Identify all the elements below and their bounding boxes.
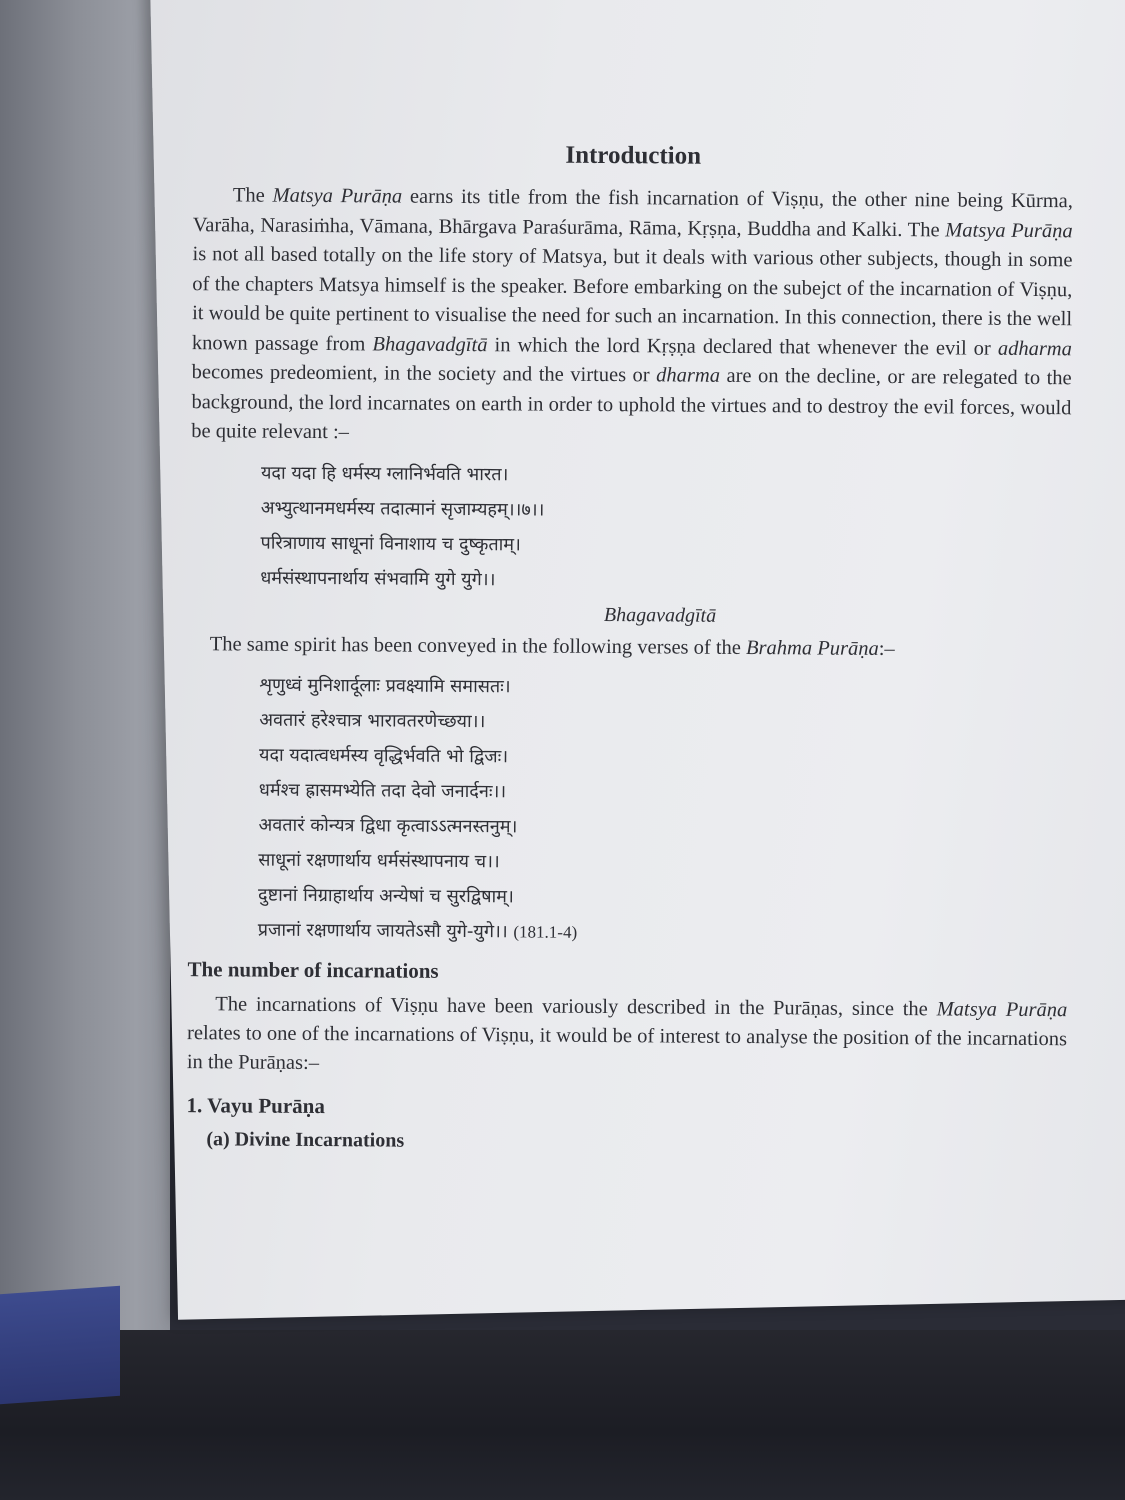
sub-heading: 1. Vayu Purāṇa <box>186 1093 325 1119</box>
text-run: are on the decline, or are relegated to the background, the lord incarnates on earth in order to uphold the virtues and to destroy the evil forces, would be quite relevant :– <box>191 364 1072 444</box>
intro-paragraph <box>191 181 1073 453</box>
incarnations-paragraph <box>187 990 1068 1083</box>
text-run: The same spirit has been conveyed in the following verses of the <box>209 632 747 659</box>
verse-reference: (181.1-4) <box>513 922 578 942</box>
book-cover-edge <box>0 1286 120 1404</box>
verse-gita <box>190 455 1071 601</box>
verse-line: अवतारं कोन्यत्र द्विधा कृत्वाऽऽत्मनस्तनुम्। <box>258 814 518 838</box>
verse-line: अभ्युत्थानमधर्मस्य तदात्मानं सृजाम्यहम्।।७।। <box>260 497 545 521</box>
verse-line: यदा यदात्वधर्मस्य वृद्धिर्भवति भो द्विजः। <box>258 744 509 768</box>
book-page <box>150 0 1125 1320</box>
verse-line: धर्मसंस्थापनार्थाय संभवामि युगे युगे।। <box>260 567 496 590</box>
text-run: The incarnations of Viṣṇu have been variously described in the Purāṇas, since the <box>215 993 937 1021</box>
text-run: The <box>232 184 273 207</box>
verse-line: शृणुध्वं मुनिशार्दूलाः प्रवक्ष्यामि समासतः। <box>259 674 511 698</box>
sub-sub-heading: (a) Divine Incarnations <box>206 1128 405 1152</box>
verse-source: Bhagavadgītā <box>603 603 717 627</box>
text-run: relates to one of the incarnations of Viṣṇu, it would be of interest to analyse the position of the incarnations in the Purāṇas:– <box>186 1022 1068 1075</box>
page-title: Introduction <box>565 141 702 170</box>
italic-text-run: Matsya Purāṇa <box>945 218 1073 242</box>
background-left <box>0 0 170 1500</box>
page-content <box>186 139 1073 1157</box>
text-run: :– <box>878 637 895 660</box>
verse-line: धर्मश्च ह्रासमभ्येति तदा देवो जनार्दनः।। <box>258 779 507 803</box>
verse-line: यदा यदा हि धर्मस्य ग्लानिर्भवति भारत। <box>260 462 509 485</box>
italic-text-run: Matsya Purāṇa <box>272 184 403 208</box>
italic-text-run: adharma <box>997 337 1072 360</box>
verse-line-text: प्रजानां रक्षणार्थाय जायतेऽसौ युगे-युगे।। <box>257 919 508 943</box>
verse-line <box>258 913 1068 954</box>
italic-text-run: Brahma Purāṇa <box>745 636 879 660</box>
text-run: earns its title from the fish incarnation of Viṣṇu, the other nine being Kūrma, Varāha, Narasiṁha, Vāmana, Bhārgava Paraśurāma, Rāma, Kṛṣṇa, Buddha and Kalki. The <box>192 185 1074 241</box>
verse-brahma <box>188 667 1070 953</box>
italic-text-run: dharma <box>656 364 721 387</box>
italic-text-run: Bhagavadgītā <box>372 332 488 356</box>
verse-line: दुष्टानां निग्राहार्थाय अन्येषां च सुरद्विषाम्। <box>257 884 514 908</box>
verse-line: अवतारं हरेश्चात्र भारावतरणेच्छया।। <box>259 709 486 733</box>
text-run: is not all based totally on the life story of Matsya, but it deals with various other subjects, though in some of the chapters Matsya himself is the speaker. Before embarking on the subejct of the incarnation of Viṣṇu, it would be quite pertinent to visualise the need for such an incarnation. In this connection, there is the well known passage from <box>191 243 1073 355</box>
background-bottom <box>0 1330 1125 1500</box>
brahma-intro <box>190 630 1070 666</box>
verse-line: साधूनां रक्षणार्थाय धर्मसंस्थापनाय च।। <box>258 849 500 873</box>
verse-line: परित्राणाय साधूनां विनाशाय च दुष्कृताम्। <box>260 532 521 555</box>
section-heading: The number of incarnations <box>187 957 439 983</box>
italic-text-run: Matsya Purāṇa <box>936 998 1068 1022</box>
text-run: in which the lord Kṛṣṇa declared that whenever the evil or <box>487 333 998 360</box>
text-run: becomes predeomient, in the society and the virtues or <box>191 361 657 387</box>
